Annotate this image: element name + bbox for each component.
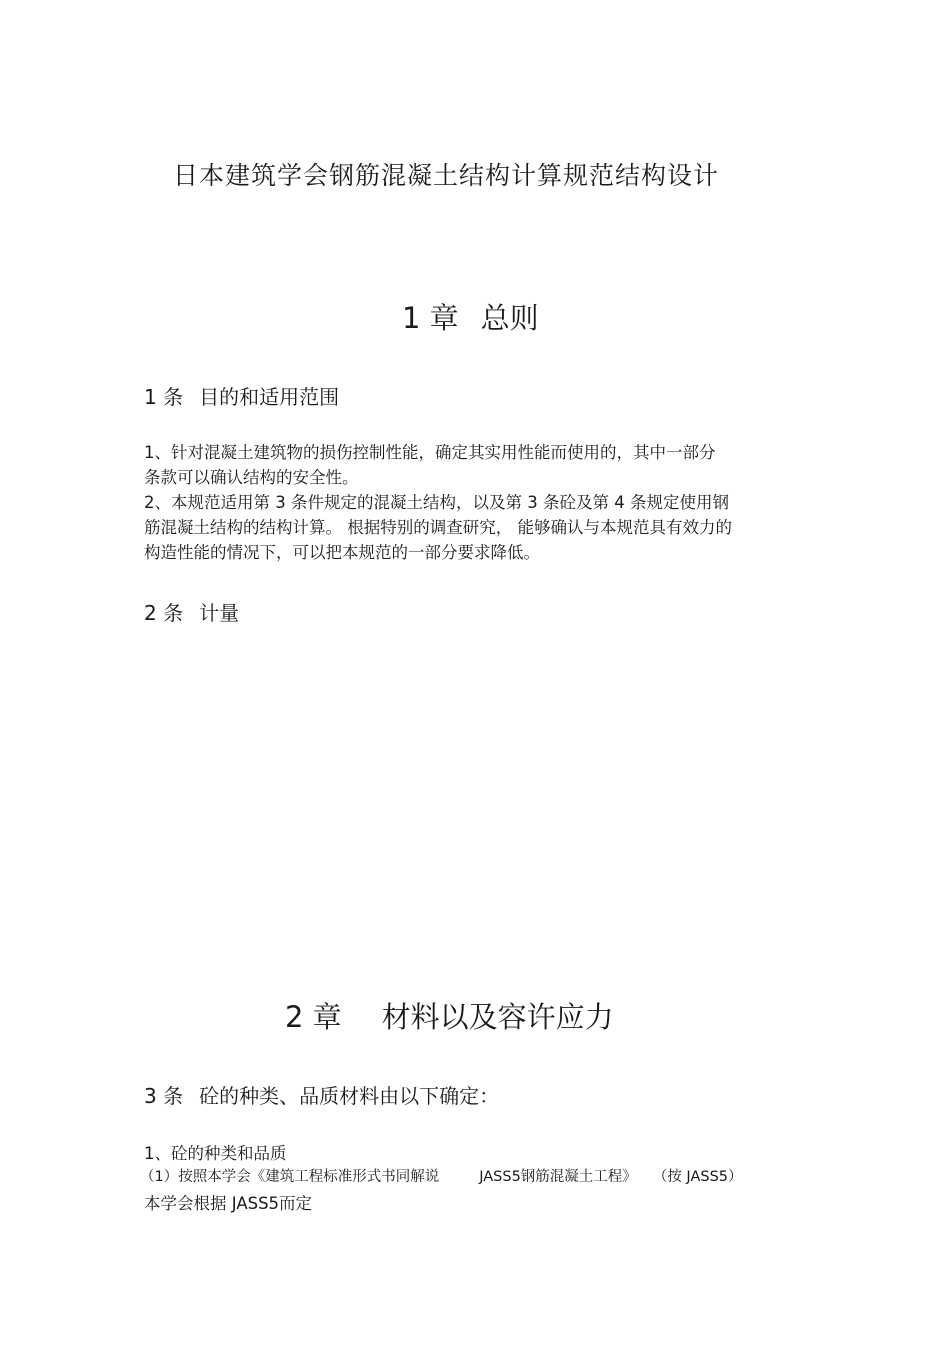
article-3-sub-item-1-line-2: 本学会根据 JASS5而定 [144, 1194, 313, 1213]
article-1-number: 1 条 [144, 385, 184, 409]
chapter-2-title: 材料以及容许应力 [381, 1000, 614, 1034]
chapter-1-title: 总则 [480, 301, 539, 335]
sub-item-text: （1）按照本学会《建筑工程标准形式书同解说 [140, 1169, 440, 1185]
paragraph-line: 构造性能的情况下，可以把本规范的一部分要求降低。 [144, 543, 540, 562]
paragraph-line: 筋混凝土结构的结构计算。 根据特别的调查研究， 能够确认与本规范具有效力的 [144, 518, 732, 537]
article-3-sub-item-1 [140, 1165, 743, 1190]
article-3-heading [144, 1080, 499, 1109]
paragraph-line: 1、针对混凝土建筑物的损伤控制性能，确定其实用性能而使用的，其中一部分 [144, 443, 716, 462]
article-1-title: 目的和适用范围 [199, 385, 340, 409]
paragraph-line: 2、本规范适用第 3 条件规定的混凝土结构，以及第 3 条砼及第 4 条规定使用钢 [144, 493, 729, 512]
article-1-item-2 [144, 490, 732, 565]
article-1-item-1 [144, 440, 716, 490]
article-1-heading [144, 381, 339, 410]
article-3-number: 3 条 [144, 1084, 184, 1108]
article-2-number: 2 条 [144, 601, 184, 625]
article-3-item-1: 1、砼的种类和品质 [144, 1144, 287, 1163]
article-2-heading [144, 597, 239, 626]
article-2-title: 计量 [199, 601, 240, 625]
chapter-2-heading [285, 995, 614, 1036]
paragraph-line: 条款可以确认结构的安全性。 [144, 468, 359, 487]
chapter-1-number: 1 章 [402, 301, 459, 335]
sub-item-text: （按 JASS5） [652, 1169, 743, 1185]
chapter-1-heading [402, 296, 539, 337]
chapter-2-number: 2 章 [285, 1000, 342, 1034]
sub-item-text: JASS5钢筋混凝土工程》 [479, 1169, 637, 1185]
document-title: 日本建筑学会钢筋混凝土结构计算规范结构设计 [173, 161, 720, 190]
article-3-title: 砼的种类、品质材料由以下确定： [199, 1084, 500, 1108]
